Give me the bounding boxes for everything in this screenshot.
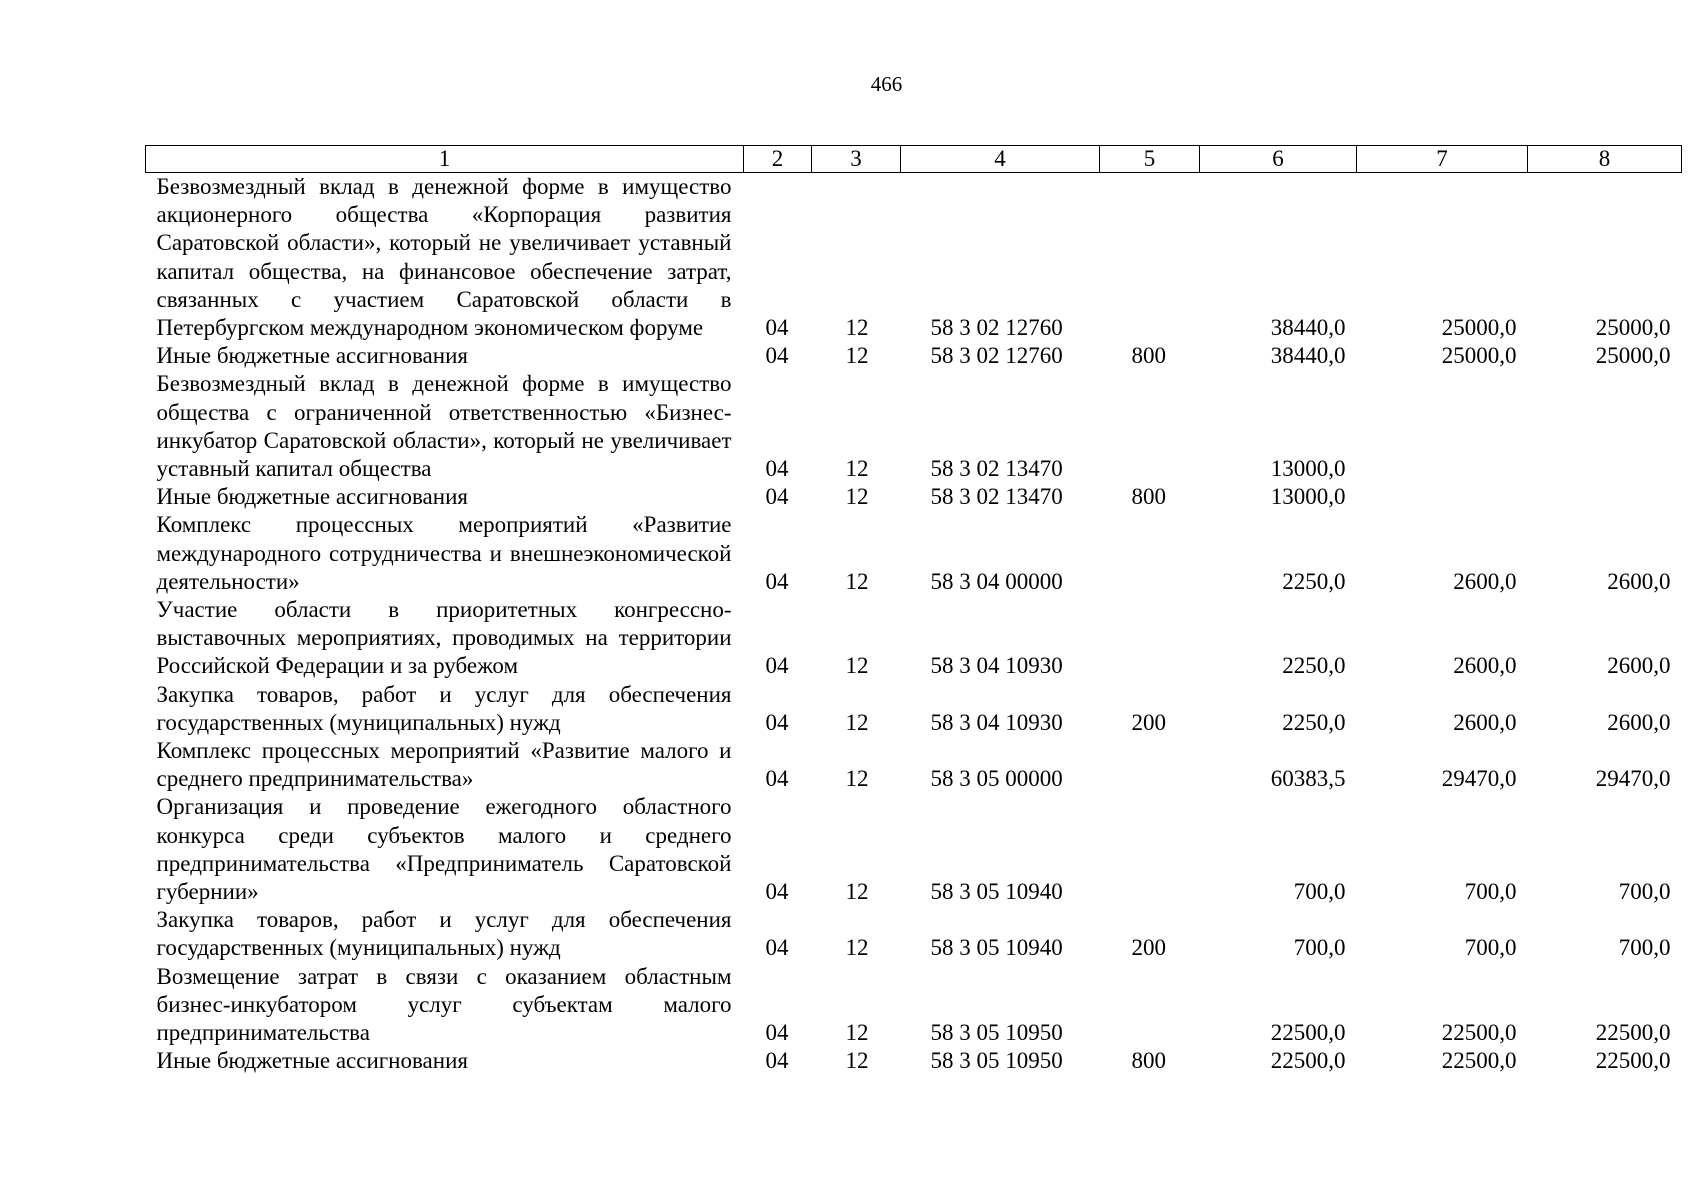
target-article-cell: 58 3 04 10930 <box>930 709 1063 735</box>
expense-type-cell: 800 <box>1131 343 1166 369</box>
section-cell: 04 <box>765 1048 789 1074</box>
subsection-cell: 12 <box>845 879 869 905</box>
target-article-cell: 58 3 05 10940 <box>930 935 1063 961</box>
amount-col7-cell: 2600,0 <box>1453 568 1517 594</box>
table-row <box>146 511 1682 596</box>
table-row <box>146 370 1682 483</box>
target-article-cell: 58 3 02 13470 <box>930 484 1063 510</box>
col-header-6: 6 <box>1200 146 1357 173</box>
col-header-7: 7 <box>1357 146 1528 173</box>
table-row <box>146 681 1682 737</box>
expense-type-cell <box>1100 737 1200 793</box>
amount-col8-cell: 2600,0 <box>1607 709 1671 735</box>
target-article-cell: 58 3 05 10950 <box>930 1048 1063 1074</box>
subsection-cell: 12 <box>845 709 869 735</box>
amount-col8-cell: 22500,0 <box>1595 1020 1671 1046</box>
item-name-cell: Возмещение затрат в связи с оказанием областным бизнес-инкубатором услуг субъектам малого предпринимательства <box>156 963 732 1046</box>
amount-col6-cell: 2250,0 <box>1282 653 1346 679</box>
subsection-cell: 12 <box>845 1048 869 1074</box>
item-name-cell: Закупка товаров, работ и услуг для обеспечения государственных (муниципальных) нужд <box>156 907 732 961</box>
amount-col7-cell: 29470,0 <box>1441 766 1517 792</box>
item-name-cell: Безвозмездный вклад в денежной форме в имущество общества с ограниченной ответственностью «Бизнес-инкубатор Саратовской области», который не увеличивает уставный капитал общества <box>156 371 732 482</box>
table-row <box>146 737 1682 793</box>
section-cell: 04 <box>765 935 789 961</box>
amount-col7-cell: 25000,0 <box>1441 343 1517 369</box>
amount-col6-cell: 700,0 <box>1293 879 1346 905</box>
target-article-cell: 58 3 02 12760 <box>930 315 1063 341</box>
amount-col8-cell <box>1528 483 1682 511</box>
item-name-cell: Иные бюджетные ассигнования <box>156 343 468 369</box>
amount-col6-cell: 38440,0 <box>1270 343 1346 369</box>
col-header-8: 8 <box>1528 146 1682 173</box>
table-row <box>146 963 1682 1048</box>
target-article-cell: 58 3 05 10940 <box>930 879 1063 905</box>
subsection-cell: 12 <box>845 653 869 679</box>
item-name-cell: Безвозмездный вклад в денежной форме в имущество акционерного общества «Корпорация развития Саратовской области», который не увеличивает уставный капитал общества, на финансовое обеспечение затрат, связанных с участием Саратовской области в Петербургском международном экономическом форуме <box>156 174 732 341</box>
amount-col7-cell: 25000,0 <box>1441 315 1517 341</box>
col-header-3: 3 <box>812 146 901 173</box>
amount-col6-cell: 13000,0 <box>1270 456 1346 482</box>
table-row <box>146 342 1682 370</box>
expense-type-cell: 200 <box>1131 709 1166 735</box>
section-cell: 04 <box>765 568 789 594</box>
section-cell: 04 <box>765 343 789 369</box>
col-header-2: 2 <box>744 146 812 173</box>
amount-col7-cell <box>1357 370 1528 483</box>
amount-col8-cell: 25000,0 <box>1595 315 1671 341</box>
amount-col8-cell <box>1528 370 1682 483</box>
amount-col7-cell: 22500,0 <box>1441 1020 1517 1046</box>
section-cell: 04 <box>765 456 789 482</box>
amount-col6-cell: 22500,0 <box>1270 1048 1346 1074</box>
amount-col7-cell: 2600,0 <box>1453 709 1517 735</box>
amount-col6-cell: 700,0 <box>1293 935 1346 961</box>
subsection-cell: 12 <box>845 1020 869 1046</box>
table-row <box>146 596 1682 681</box>
subsection-cell: 12 <box>845 456 869 482</box>
expense-type-cell <box>1100 793 1200 906</box>
table-row <box>146 793 1682 906</box>
subsection-cell: 12 <box>845 568 869 594</box>
section-cell: 04 <box>765 653 789 679</box>
item-name-cell: Комплекс процессных мероприятий «Развитие малого и среднего предпринимательства» <box>156 738 732 792</box>
expense-type-cell <box>1100 596 1200 681</box>
table-row <box>146 483 1682 511</box>
item-name-cell: Иные бюджетные ассигнования <box>156 484 468 510</box>
section-cell: 04 <box>765 766 789 792</box>
amount-col7-cell: 700,0 <box>1464 879 1517 905</box>
table-body <box>146 173 1682 1076</box>
target-article-cell: 58 3 04 10930 <box>930 653 1063 679</box>
table-row <box>146 1047 1682 1075</box>
subsection-cell: 12 <box>845 315 869 341</box>
col-header-5: 5 <box>1100 146 1200 173</box>
subsection-cell: 12 <box>845 935 869 961</box>
amount-col8-cell: 25000,0 <box>1595 343 1671 369</box>
expense-type-cell <box>1100 173 1200 343</box>
amount-col6-cell: 13000,0 <box>1270 484 1346 510</box>
col-header-4: 4 <box>901 146 1100 173</box>
target-article-cell: 58 3 02 12760 <box>930 343 1063 369</box>
amount-col7-cell: 22500,0 <box>1441 1048 1517 1074</box>
item-name-cell: Организация и проведение ежегодного областного конкурса среди субъектов малого и среднего предпринимательства «Предприниматель Саратовской губернии» <box>156 794 732 905</box>
col-header-1: 1 <box>146 146 744 173</box>
expense-type-cell: 800 <box>1131 484 1166 510</box>
table-row <box>146 906 1682 962</box>
target-article-cell: 58 3 02 13470 <box>930 456 1063 482</box>
section-cell: 04 <box>765 1020 789 1046</box>
expense-type-cell <box>1100 370 1200 483</box>
subsection-cell: 12 <box>845 343 869 369</box>
subsection-cell: 12 <box>845 766 869 792</box>
amount-col6-cell: 60383,5 <box>1270 766 1346 792</box>
item-name-cell: Иные бюджетные ассигнования <box>156 1048 468 1074</box>
amount-col8-cell: 2600,0 <box>1607 653 1671 679</box>
item-name-cell: Комплекс процессных мероприятий «Развитие международного сотрудничества и внешнеэкономической деятельности» <box>156 512 732 594</box>
table-row <box>146 173 1682 343</box>
expense-type-cell: 800 <box>1131 1048 1166 1074</box>
amount-col8-cell: 2600,0 <box>1607 568 1671 594</box>
expense-type-cell <box>1100 963 1200 1048</box>
target-article-cell: 58 3 04 00000 <box>930 568 1063 594</box>
amount-col6-cell: 2250,0 <box>1282 709 1346 735</box>
item-name-cell: Закупка товаров, работ и услуг для обеспечения государственных (муниципальных) нужд <box>156 681 732 735</box>
amount-col6-cell: 38440,0 <box>1270 315 1346 341</box>
subsection-cell: 12 <box>845 484 869 510</box>
target-article-cell: 58 3 05 00000 <box>930 766 1063 792</box>
section-cell: 04 <box>765 879 789 905</box>
section-cell: 04 <box>765 315 789 341</box>
amount-col7-cell <box>1357 483 1528 511</box>
expense-type-cell <box>1100 511 1200 596</box>
amount-col8-cell: 700,0 <box>1618 879 1671 905</box>
item-name-cell: Участие области в приоритетных конгрессно-выставочных мероприятиях, проводимых на территории Российской Федерации и за рубежом <box>156 597 732 679</box>
page-number: 466 <box>870 72 903 96</box>
expense-type-cell: 200 <box>1131 935 1166 961</box>
amount-col8-cell: 29470,0 <box>1595 766 1671 792</box>
amount-col7-cell: 700,0 <box>1464 935 1517 961</box>
target-article-cell: 58 3 05 10950 <box>930 1020 1063 1046</box>
amount-col8-cell: 22500,0 <box>1595 1048 1671 1074</box>
budget-table <box>145 145 1682 1076</box>
amount-col6-cell: 2250,0 <box>1282 568 1346 594</box>
header-row <box>146 146 1682 173</box>
section-cell: 04 <box>765 709 789 735</box>
section-cell: 04 <box>765 484 789 510</box>
amount-col7-cell: 2600,0 <box>1453 653 1517 679</box>
amount-col8-cell: 700,0 <box>1618 935 1671 961</box>
amount-col6-cell: 22500,0 <box>1270 1020 1346 1046</box>
